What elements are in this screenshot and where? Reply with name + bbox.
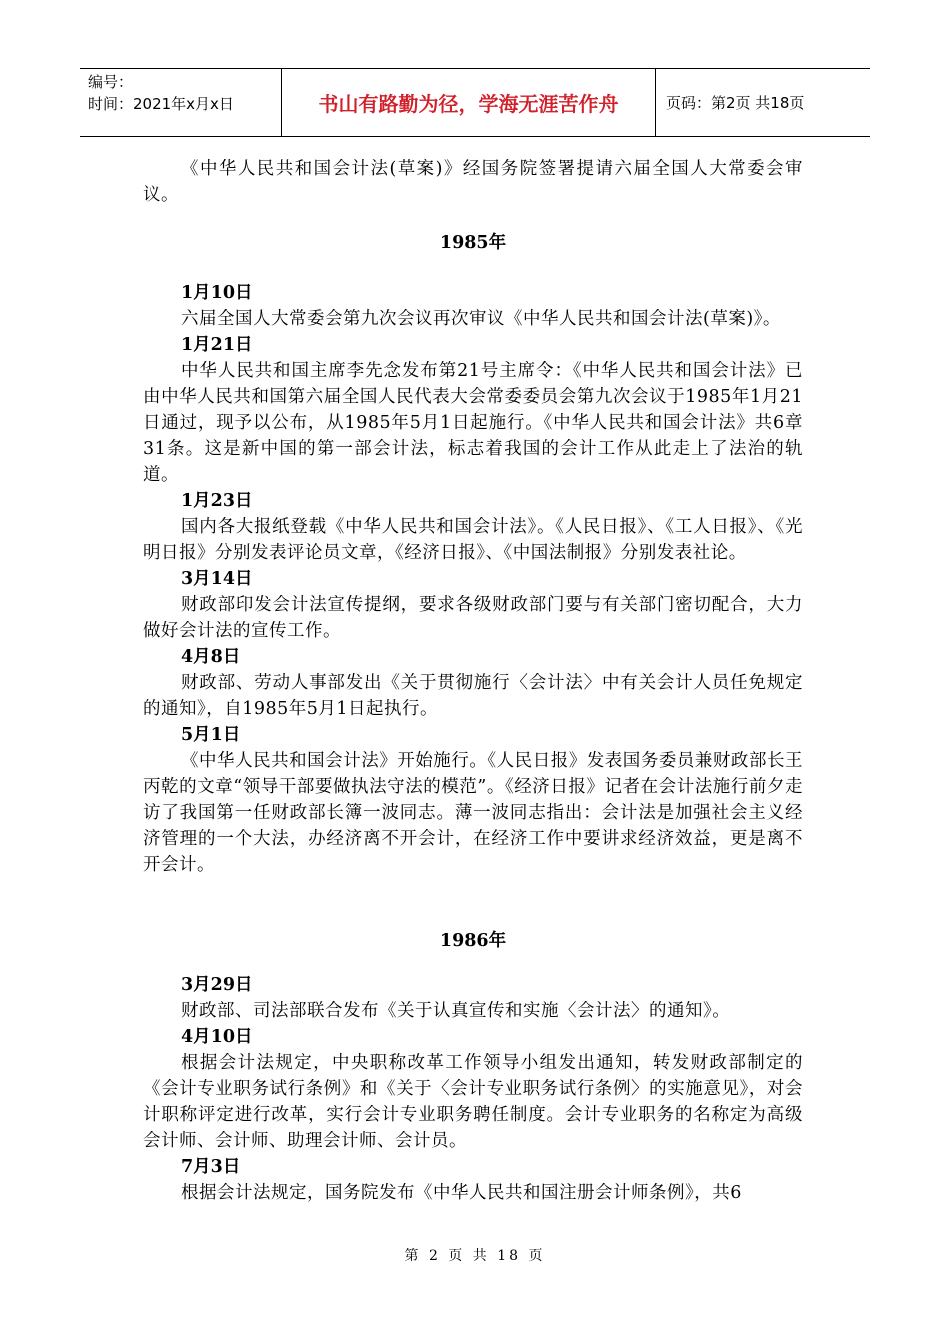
entries-1986 — [143, 972, 803, 1206]
entry-date: 1月10日 — [181, 283, 253, 303]
entry-date: 4月8日 — [181, 647, 241, 667]
header-page-info: 页码：第2页 共18页 — [666, 94, 805, 112]
year-heading-1985: 1985年 — [439, 233, 507, 253]
page-footer: 第 2 页 共 18 页 — [404, 1248, 546, 1264]
header-motto: 书山有路勤为径，学海无涯苦作舟 — [282, 69, 656, 136]
entry-text: 国内各大报纸登载《中华人民共和国会计法》。《人民日报》、《工人日报》、《光明日报》分别发表评论员文章，《经济日报》、《中国法制报》分别发表社论。 — [143, 517, 803, 563]
year-heading-1986: 1986年 — [439, 931, 507, 951]
entry-date: 3月14日 — [181, 569, 253, 589]
entry-date: 7月3日 — [181, 1157, 241, 1177]
header-meta — [80, 69, 282, 136]
entry-text: 财政部、劳动人事部发出《关于贯彻施行〈会计法〉中有关会计人员任免规定的通知》，自1985年5月1日起执行。 — [143, 673, 803, 719]
entry-text: 六届全国人大常委会第九次会议再次审议《中华人民共和国会计法(草案)》。 — [181, 309, 781, 329]
entry-date: 1月21日 — [181, 335, 253, 355]
entry-date: 3月29日 — [181, 975, 253, 995]
entry-date: 1月23日 — [181, 491, 253, 511]
entry-text: 根据会计法规定，中央职称改革工作领导小组发出通知，转发财政部制定的《会计专业职务试行条例》和《关于〈会计专业职务试行条例〉的实施意见》，对会计职称评定进行改革，实行会计专业职务聘任制度。会计专业职务的名称定为高级会计师、会计师、助理会计师、会计员。 — [143, 1053, 803, 1151]
entry-text: 财政部印发会计法宣传提纲，要求各级财政部门要与有关部门密切配合，大力做好会计法的宣传工作。 — [143, 595, 803, 641]
intro-paragraph: 《中华人民共和国会计法(草案)》经国务院签署提请六届全国人大常委会审议。 — [143, 159, 803, 205]
document-body — [143, 156, 803, 1203]
time-label: 时间：2021年x月x日 — [88, 95, 234, 113]
entry-text: 根据会计法规定，国务院发布《中华人民共和国注册会计师条例》，共6 — [181, 1183, 742, 1203]
number-label: 编号： — [88, 73, 134, 91]
entries-1985 — [143, 280, 803, 878]
entry-text: 《中华人民共和国会计法》开始施行。《人民日报》发表国务委员兼财政部长王丙乾的文章“领导干部要做执法守法的模范”。《经济日报》记者在会计法施行前夕走访了我国第一任财政部长簿一波同志。薄一波同志指出：会计法是加强社会主义经济管理的一个大法，办经济离不开会计，在经济工作中要讲求经济效益，更是离不开会计。 — [143, 751, 803, 875]
entry-date: 5月1日 — [181, 725, 241, 745]
entry-date: 4月10日 — [181, 1027, 253, 1047]
page-header — [80, 68, 870, 137]
entry-text: 财政部、司法部联合发布《关于认真宣传和实施〈会计法〉的通知》。 — [181, 1001, 731, 1021]
entry-text: 中华人民共和国主席李先念发布第21号主席令：《中华人民共和国会计法》已由中华人民共和国第六届全国人民代表大会常委委员会第九次会议于1985年1月21日通过，现予以公布，从1985年5月1日起施行。《中华人民共和国会计法》共6章31条。这是新中国的第一部会计法，标志着我国的会计工作从此走上了法治的轨道。 — [143, 361, 803, 485]
